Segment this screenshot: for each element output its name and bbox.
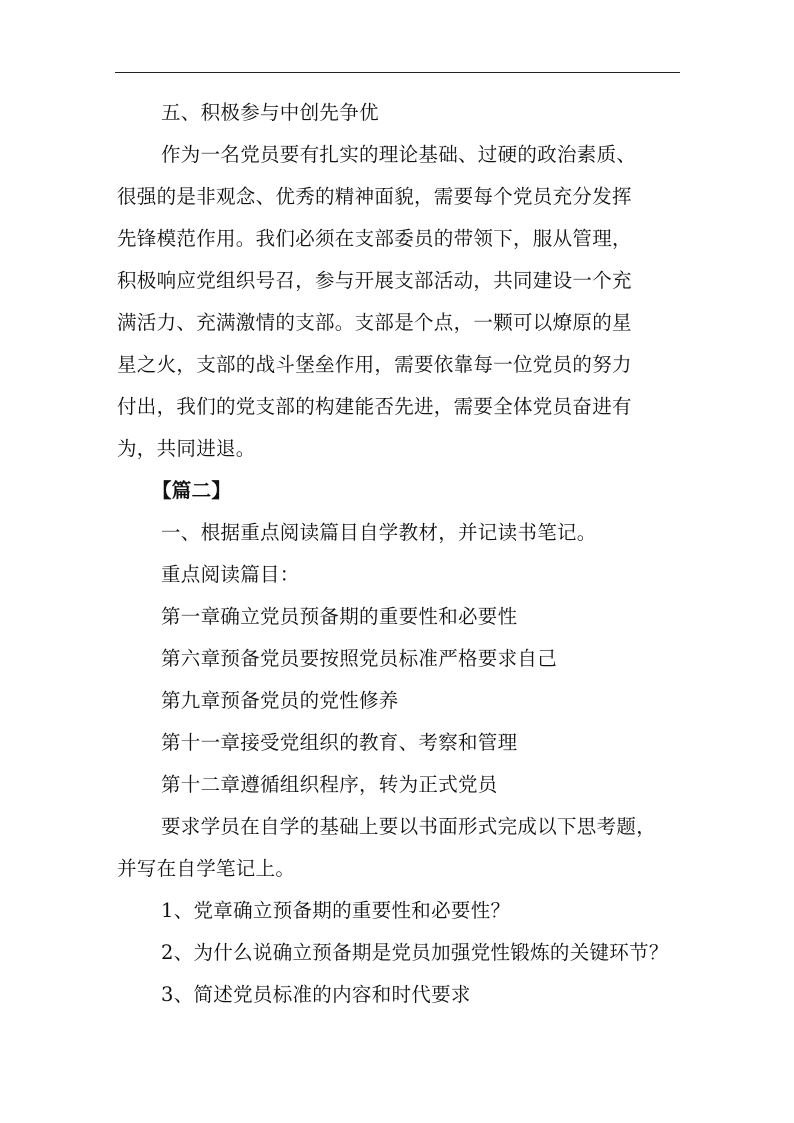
requirement-line: 并写在自学笔记上。 [117,857,296,880]
chapter-item: 第十一章接受党组织的教育、考察和管理 [161,731,518,754]
paragraph-line: 为，共同进退。 [117,437,256,460]
paragraph-line: 积极响应党组织号召，参与开展支部活动，共同建设一个充 [117,269,632,292]
question-item: 3、简述党员标准的内容和时代要求 [161,983,471,1006]
question-item: 1、党章确立预备期的重要性和必要性？ [161,899,511,922]
item-one: 一、根据重点阅读篇目自学教材，并记读书笔记。 [161,521,597,544]
requirement-line: 要求学员在自学的基础上要以书面形式完成以下思考题， [161,815,657,838]
chapter-item: 第十二章遵循组织程序，转为正式党员 [161,773,498,796]
header-rule [115,72,680,73]
reading-label: 重点阅读篇目： [161,563,300,586]
paragraph-line: 星之火，支部的战斗堡垒作用，需要依靠每一位党员的努力 [117,353,632,376]
chapter-item: 第一章确立党员预备期的重要性和必要性 [161,605,518,628]
paragraph-line: 先锋模范作用。我们必须在支部委员的带领下，服从管理， [117,227,632,250]
paragraph-line: 作为一名党员要有扎实的理论基础、过硬的政治素质、 [161,143,637,166]
section-five-heading: 五、积极参与中创先争优 [161,101,379,124]
question-item: 2、为什么说确立预备期是党员加强党性锻炼的关键环节？ [161,941,669,964]
paragraph-line: 满活力、充满激情的支部。支部是个点，一颗可以燎原的星 [117,311,632,334]
paragraph-line: 很强的是非观念、优秀的精神面貌，需要每个党员充分发挥 [117,185,632,208]
chapter-item: 第六章预备党员要按照党员标准严格要求自己 [161,647,558,670]
part-two-title: 【篇二】 [152,479,232,502]
chapter-item: 第九章预备党员的党性修养 [161,689,399,712]
document-body [117,92,682,1016]
paragraph-line: 付出，我们的党支部的构建能否先进，需要全体党员奋进有 [117,395,632,418]
